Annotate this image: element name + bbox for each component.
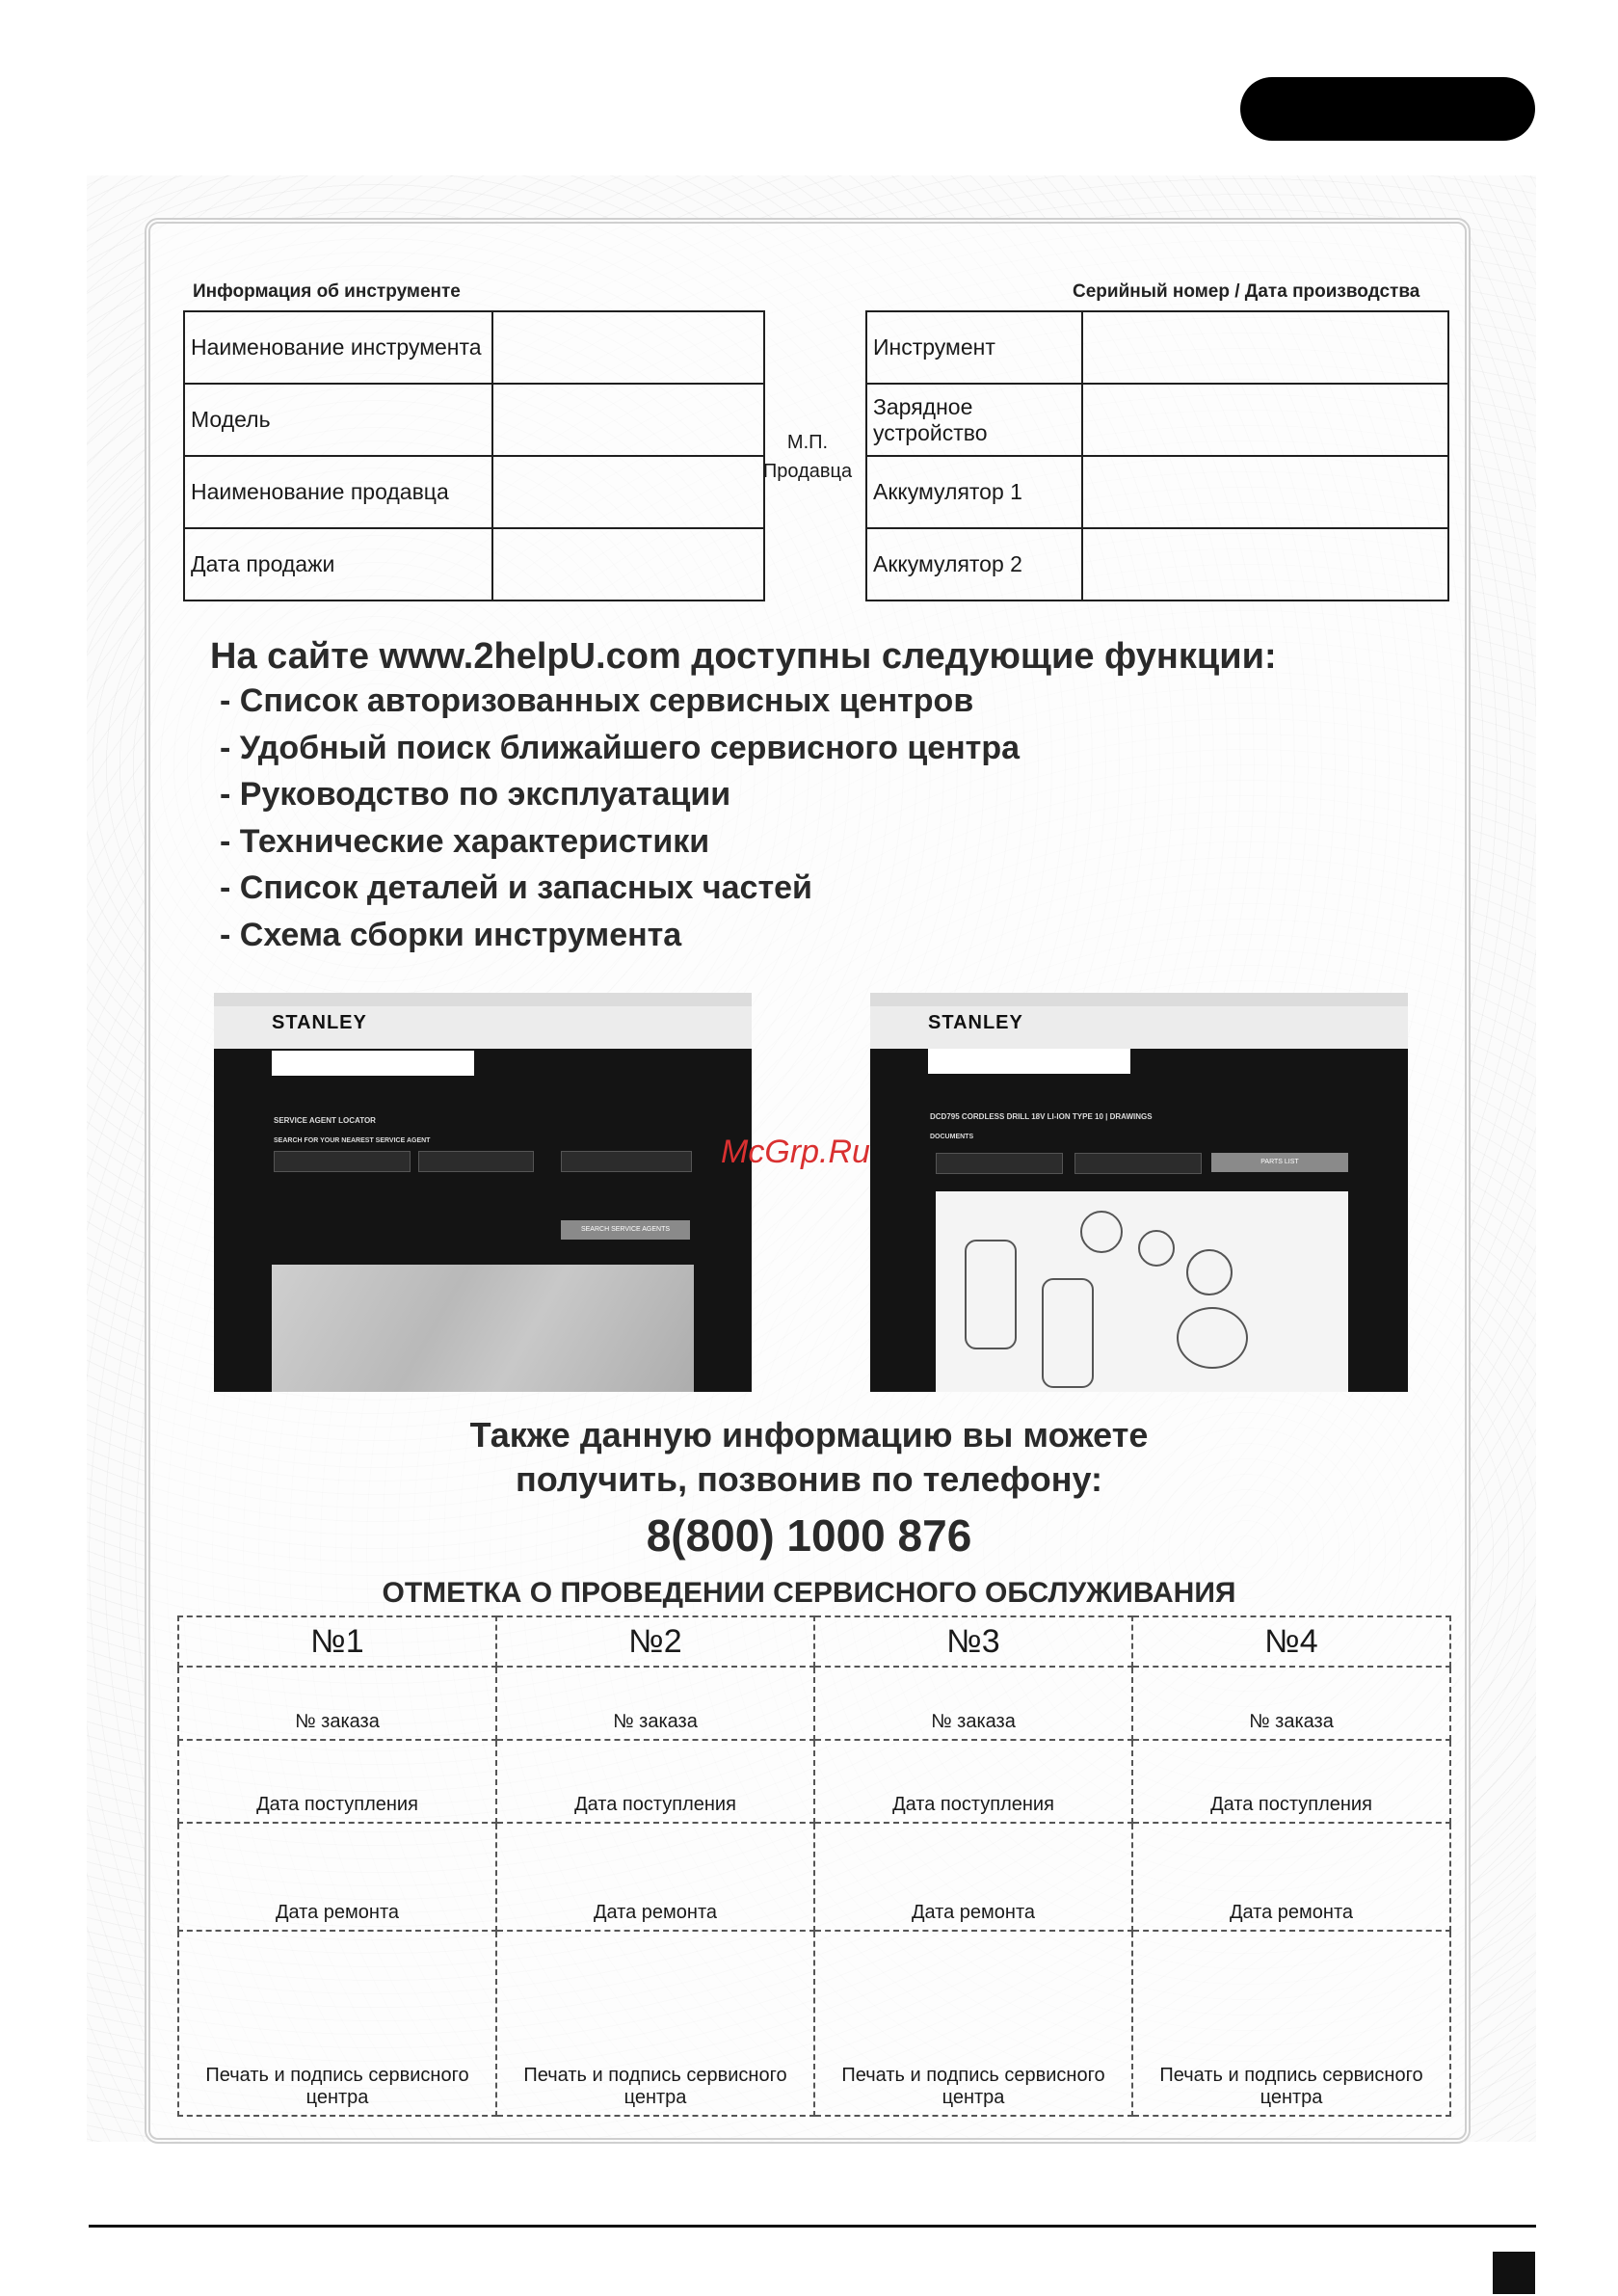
tool-name-field[interactable]	[492, 311, 764, 384]
order-number-cell[interactable]: № заказа	[496, 1667, 814, 1740]
drawing-part	[1186, 1249, 1233, 1295]
repair-date-cell[interactable]: Дата ремонта	[178, 1823, 496, 1931]
received-date-cell[interactable]: Дата поступления	[496, 1740, 814, 1823]
screenshot-drawings-field	[1074, 1153, 1202, 1174]
stamp-label-seller: Продавца	[762, 461, 853, 482]
serial-info-label: Серийный номер / Дата производства	[1073, 281, 1420, 302]
screenshot-search-box	[928, 1049, 1130, 1074]
screenshot-heading: SERVICE AGENT LOCATOR	[274, 1116, 376, 1125]
service-column-4: №4	[1132, 1616, 1450, 1667]
screenshot-country-field	[274, 1151, 411, 1172]
service-column-2: №2	[496, 1616, 814, 1667]
page-marker	[1493, 2252, 1535, 2294]
feature-item: - Руководство по эксплуатации	[220, 776, 731, 813]
seller-name-label: Наименование продавца	[184, 456, 492, 528]
call-info-line2: получить, позвонив по телефону:	[516, 1459, 1102, 1499]
received-date-cell[interactable]: Дата поступления	[178, 1740, 496, 1823]
tool-serial-field[interactable]	[1082, 311, 1448, 384]
model-label: Модель	[184, 384, 492, 456]
phone-number: 8(800) 1000 876	[646, 1510, 972, 1561]
screenshot-header	[214, 993, 752, 1049]
screenshot-parts-button: PARTS LIST	[1211, 1153, 1348, 1172]
screenshot-map	[272, 1265, 694, 1392]
watermark: McGrp.Ru	[721, 1134, 870, 1170]
serial-info-table	[865, 310, 1449, 601]
tool-info-label: Информация об инструменте	[193, 281, 461, 302]
service-stamp-cell[interactable]: Печать и подпись сервисного центра	[496, 1931, 814, 2116]
seller-name-field[interactable]	[492, 456, 764, 528]
screenshot-topbar	[870, 993, 1408, 1006]
screenshot-search-box	[272, 1051, 474, 1076]
service-locator-screenshot	[214, 993, 752, 1392]
screenshot-location-field	[561, 1151, 692, 1172]
screenshot-subheading: DOCUMENTS	[930, 1134, 974, 1140]
service-column-1: №1	[178, 1616, 496, 1667]
stamp-label-mp: М.П.	[786, 432, 829, 453]
drawing-part	[1138, 1230, 1175, 1267]
screenshot-exploded-drawing	[936, 1191, 1348, 1392]
order-number-cell[interactable]: № заказа	[178, 1667, 496, 1740]
service-column-3: №3	[814, 1616, 1132, 1667]
sale-date-field[interactable]	[492, 528, 764, 601]
service-stamp-cell[interactable]: Печать и подпись сервисного центра	[178, 1931, 496, 2116]
screenshot-product-field	[418, 1151, 534, 1172]
service-record-title: ОТМЕТКА О ПРОВЕДЕНИИ СЕРВИСНОГО ОБСЛУЖИВАНИЯ	[382, 1577, 1236, 1609]
feature-item: - Удобный поиск ближайшего сервисного центра	[220, 729, 1020, 766]
parts-drawing-screenshot	[870, 993, 1408, 1392]
drawing-part	[965, 1240, 1017, 1349]
screenshot-search-button: SEARCH SERVICE AGENTS	[561, 1220, 690, 1240]
service-stamp-cell[interactable]: Печать и подпись сервисного центра	[814, 1931, 1132, 2116]
tool-name-label: Наименование инструмента	[184, 311, 492, 384]
sale-date-label: Дата продажи	[184, 528, 492, 601]
battery2-serial-label: Аккумулятор 2	[866, 528, 1082, 601]
website-features	[210, 636, 1277, 958]
feature-item: - Схема сборки инструмента	[220, 916, 682, 953]
stanley-logo: STANLEY	[272, 1012, 367, 1033]
tool-info-table	[183, 310, 765, 601]
seller-stamp-area	[755, 428, 861, 486]
call-info-line1: Также данную информацию вы можете	[469, 1415, 1149, 1455]
language-tab	[1240, 77, 1535, 141]
charger-serial-field[interactable]	[1082, 384, 1448, 456]
drawing-part	[1177, 1307, 1248, 1369]
received-date-cell[interactable]: Дата поступления	[814, 1740, 1132, 1823]
drawing-part	[1080, 1211, 1123, 1253]
battery1-serial-field[interactable]	[1082, 456, 1448, 528]
battery2-serial-field[interactable]	[1082, 528, 1448, 601]
features-title: На сайте www.2helpU.com доступны следующие функции:	[210, 636, 1277, 677]
drawing-part	[1042, 1278, 1094, 1388]
tool-serial-label: Инструмент	[866, 311, 1082, 384]
battery1-serial-label: Аккумулятор 1	[866, 456, 1082, 528]
screenshot-manual-field	[936, 1153, 1063, 1174]
order-number-cell[interactable]: № заказа	[1132, 1667, 1450, 1740]
order-number-cell[interactable]: № заказа	[814, 1667, 1132, 1740]
feature-item: - Список авторизованных сервисных центров	[220, 682, 974, 719]
charger-serial-label: Зарядное устройство	[866, 384, 1082, 456]
screenshot-header	[870, 993, 1408, 1049]
stanley-logo: STANLEY	[928, 1012, 1023, 1033]
received-date-cell[interactable]: Дата поступления	[1132, 1740, 1450, 1823]
repair-date-cell[interactable]: Дата ремонта	[814, 1823, 1132, 1931]
screenshot-heading: DCD795 CORDLESS DRILL 18V LI-ION TYPE 10 | DRAWINGS	[930, 1112, 1153, 1121]
repair-date-cell[interactable]: Дата ремонта	[1132, 1823, 1450, 1931]
feature-item: - Технические характеристики	[220, 822, 710, 860]
repair-date-cell[interactable]: Дата ремонта	[496, 1823, 814, 1931]
screenshot-topbar	[214, 993, 752, 1006]
footer-rule	[89, 2225, 1536, 2228]
screenshot-subheading: SEARCH FOR YOUR NEAREST SERVICE AGENT	[274, 1137, 431, 1144]
feature-item: - Список деталей и запасных частей	[220, 869, 812, 906]
model-field[interactable]	[492, 384, 764, 456]
service-stamp-cell[interactable]: Печать и подпись сервисного центра	[1132, 1931, 1450, 2116]
service-record-table	[177, 1615, 1451, 2117]
